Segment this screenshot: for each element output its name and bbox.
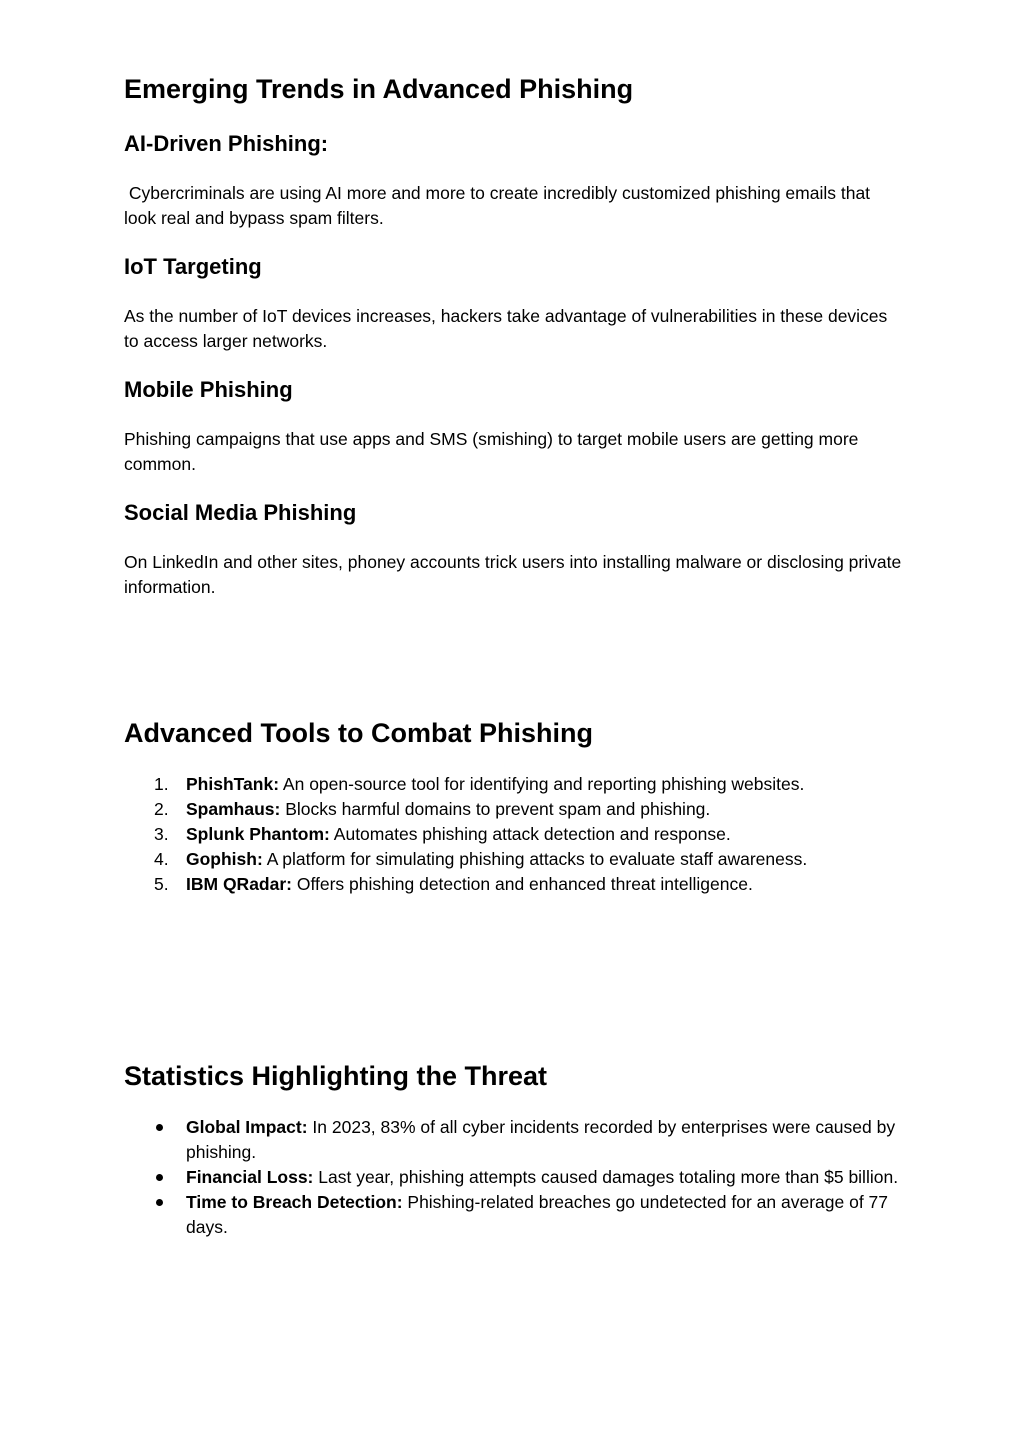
list-number: 2. (154, 799, 169, 819)
section-title-advanced-tools: Advanced Tools to Combat Phishing (124, 718, 594, 748)
stat-term: Financial Loss: (186, 1167, 314, 1187)
stat-description: Last year, phishing attempts caused damages totaling more than $5 billion. (313, 1167, 899, 1187)
heading-ai-driven-phishing: AI-Driven Phishing: (124, 131, 329, 156)
heading-mobile-phishing: Mobile Phishing (124, 377, 293, 402)
list-item (124, 797, 904, 822)
section-title-statistics: Statistics Highlighting the Threat (124, 1061, 548, 1091)
tool-name: Gophish: (186, 849, 263, 869)
paragraph-social-media-phishing: On LinkedIn and other sites, phoney accounts trick users into installing malware or disclosing private information. (124, 552, 902, 597)
paragraph-mobile-phishing: Phishing campaigns that use apps and SMS (smishing) to target mobile users are getting more common. (124, 429, 859, 474)
statistics-bullet-list (124, 1115, 904, 1240)
stat-description: Phishing-related breaches go undetected for an average of 77 days. (186, 1192, 889, 1237)
bullet-icon (156, 1124, 163, 1131)
paragraph-ai-driven-phishing: Cybercriminals are using AI more and more to create incredibly customized phishing emails that look real and bypass spam filters. (124, 183, 875, 228)
tools-numbered-list (124, 772, 904, 897)
tool-name: IBM QRadar: (186, 874, 292, 894)
list-item (124, 1165, 904, 1190)
tool-name: Splunk Phantom: (186, 824, 330, 844)
list-item (124, 872, 904, 897)
tool-description: A platform for simulating phishing attacks to evaluate staff awareness. (262, 849, 808, 869)
tool-description: An open-source tool for identifying and reporting phishing websites. (279, 774, 805, 794)
heading-social-media-phishing: Social Media Phishing (124, 500, 357, 525)
list-item (124, 772, 904, 797)
stat-term: Time to Breach Detection: (186, 1192, 403, 1212)
tool-description: Blocks harmful domains to prevent spam and phishing. (280, 799, 711, 819)
stat-term: Global Impact: (186, 1117, 308, 1137)
list-number: 5. (154, 874, 169, 894)
section-title-emerging-trends: Emerging Trends in Advanced Phishing (124, 74, 634, 104)
heading-iot-targeting: IoT Targeting (124, 254, 262, 279)
tool-description: Offers phishing detection and enhanced threat intelligence. (291, 874, 753, 894)
bullet-icon (156, 1174, 163, 1181)
list-item (124, 1115, 904, 1165)
list-number: 4. (154, 849, 169, 869)
list-number: 1. (154, 774, 169, 794)
tool-name: Spamhaus: (186, 799, 281, 819)
paragraph-iot-targeting: As the number of IoT devices increases, hackers take advantage of vulnerabilities in these devices to access larger networks. (124, 306, 888, 351)
tool-name: PhishTank: (186, 774, 280, 794)
list-item (124, 1190, 904, 1240)
bullet-icon (156, 1199, 163, 1206)
list-item (124, 847, 904, 872)
list-item (124, 822, 904, 847)
list-number: 3. (154, 824, 169, 844)
tool-description: Automates phishing attack detection and response. (329, 824, 731, 844)
stat-description: In 2023, 83% of all cyber incidents recorded by enterprises were caused by phishing. (186, 1117, 896, 1162)
